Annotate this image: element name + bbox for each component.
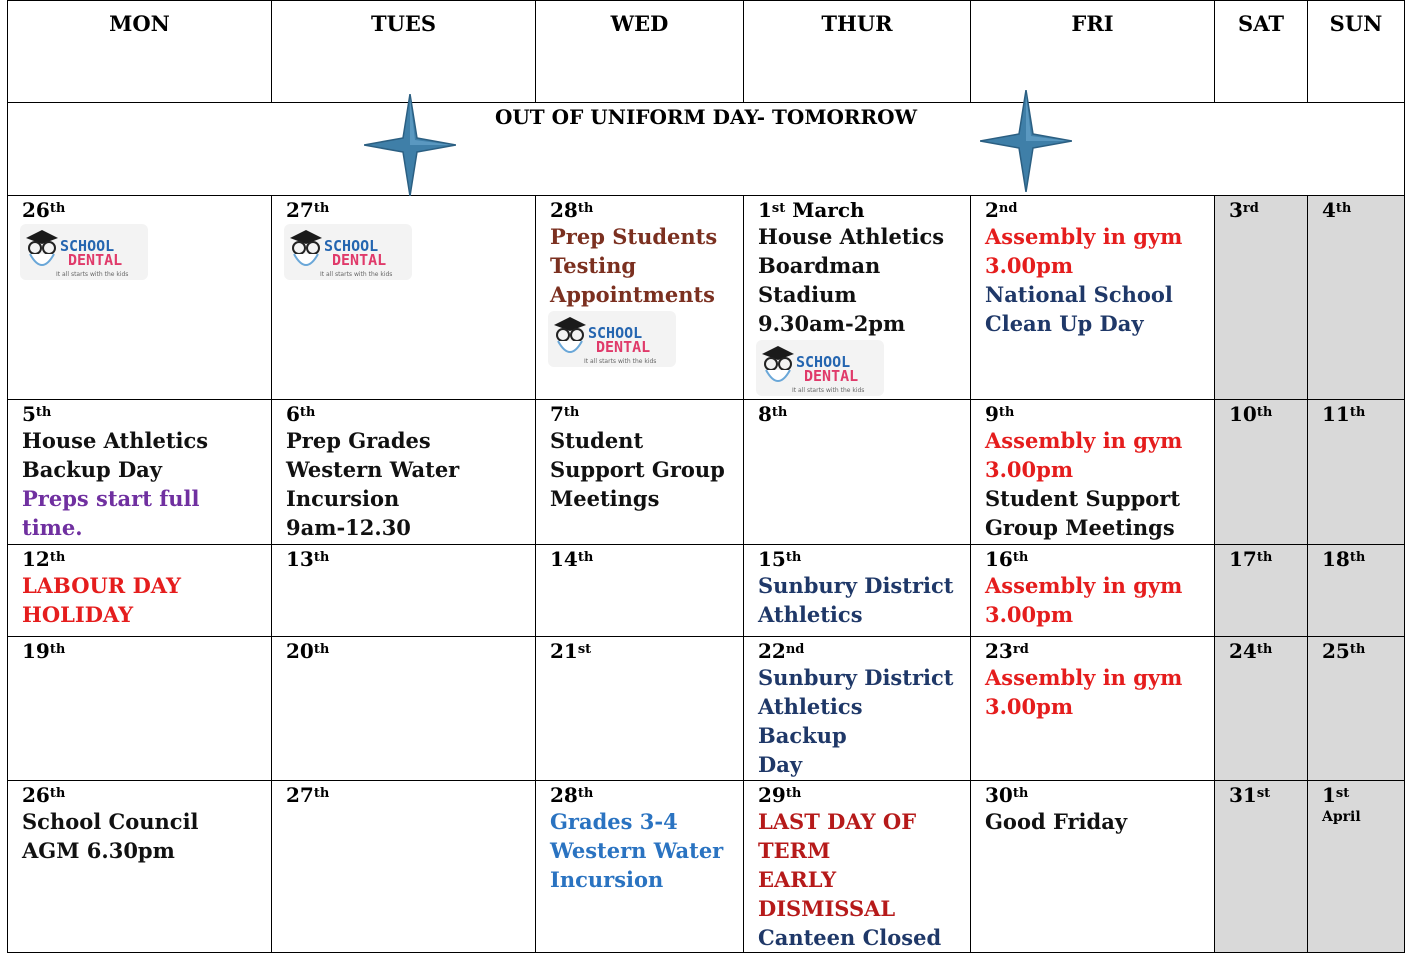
star-icon	[980, 90, 1072, 192]
day-number: 2nd	[985, 198, 1018, 222]
day-number: 27th	[286, 783, 330, 807]
day-cell-tues	[272, 637, 536, 781]
day-cell-sat	[1215, 545, 1308, 637]
header-thur: THUR	[744, 1, 971, 103]
day-cell-sun	[1308, 781, 1405, 953]
event-text: LAST DAY OF TERM EARLY DISMISSAL	[758, 809, 917, 921]
header-mon: MON	[8, 1, 272, 103]
event-text: Assembly in gym 3.00pm	[985, 573, 1183, 627]
day-number: 18th	[1322, 547, 1366, 571]
day-number: 15th	[758, 547, 802, 571]
event-text: House Athletics Boardman Stadium 9.30am-2pm	[758, 224, 945, 336]
day-number: 8th	[758, 402, 788, 426]
header-fri: FRI	[971, 1, 1215, 103]
day-cell-fri	[971, 196, 1215, 400]
event-text: Canteen Closed	[758, 925, 942, 950]
day-cell-wed	[536, 196, 744, 400]
day-number: 1st March	[758, 198, 865, 222]
day-cell-mon	[8, 196, 272, 400]
star-icon	[364, 94, 456, 196]
day-number: 23rd	[985, 639, 1029, 663]
event-text: Sunbury District Athletics Backup Day	[758, 665, 954, 777]
day-number: 27th	[286, 198, 330, 222]
event-text: Prep Students Testing Appointments	[550, 224, 718, 307]
day-number: 17th	[1229, 547, 1273, 571]
week-row	[8, 545, 1405, 637]
month-label: April	[1322, 809, 1361, 825]
day-cell-wed	[536, 637, 744, 781]
event-text: National School Clean Up Day	[985, 282, 1173, 336]
event-text: Prep Grades Western Water Incursion 9am-12.30	[286, 428, 460, 540]
day-number: 30th	[985, 783, 1029, 807]
day-cell-sat	[1215, 781, 1308, 953]
school-dental-logo	[284, 224, 412, 280]
event-text: School Council AGM 6.30pm	[22, 809, 199, 863]
week-row	[8, 637, 1405, 781]
day-number: 31st	[1229, 783, 1271, 807]
svg-text:SCHOOL: SCHOOL	[796, 353, 851, 371]
svg-text:DENTAL: DENTAL	[68, 251, 123, 269]
school-dental-logo	[20, 224, 148, 280]
week-row	[8, 400, 1405, 545]
week-row	[8, 196, 1405, 400]
day-number: 24th	[1229, 639, 1273, 663]
day-number: 21st	[550, 639, 592, 663]
event-text: Student Support Group Meetings	[985, 486, 1181, 540]
svg-text:SCHOOL: SCHOOL	[60, 237, 115, 255]
event-text: Assembly in gym 3.00pm	[985, 428, 1183, 482]
svg-text:It all starts with the kids: It all starts with the kids	[584, 358, 657, 365]
day-cell-wed	[536, 781, 744, 953]
header-wed: WED	[536, 1, 744, 103]
day-cell-mon	[8, 400, 272, 545]
event-text: Preps start full time.	[22, 486, 200, 540]
day-number: 25th	[1322, 639, 1366, 663]
day-number: 29th	[758, 783, 802, 807]
day-number: 11th	[1322, 402, 1366, 426]
day-cell-sat	[1215, 196, 1308, 400]
day-cell-sun	[1308, 545, 1405, 637]
day-cell-wed	[536, 545, 744, 637]
day-number: 26th	[22, 783, 66, 807]
svg-text:It all starts with the kids: It all starts with the kids	[792, 387, 865, 394]
day-cell-fri	[971, 545, 1215, 637]
day-cell-mon	[8, 781, 272, 953]
day-cell-sun	[1308, 637, 1405, 781]
day-number: 28th	[550, 198, 594, 222]
event-text: Grades 3-4 Western Water Incursion	[550, 809, 724, 892]
day-cell-thur	[744, 637, 971, 781]
week-row	[8, 781, 1405, 953]
banner-row	[8, 103, 1405, 196]
header-sat: SAT	[1215, 1, 1308, 103]
day-number: 5th	[22, 402, 52, 426]
day-number: 9th	[985, 402, 1015, 426]
day-cell-thur	[744, 196, 971, 400]
day-cell-thur	[744, 781, 971, 953]
svg-text:DENTAL: DENTAL	[332, 251, 387, 269]
school-dental-logo	[756, 340, 884, 396]
event-text: Good Friday	[985, 809, 1128, 834]
svg-text:DENTAL: DENTAL	[804, 367, 859, 385]
day-cell-sat	[1215, 637, 1308, 781]
header-sun: SUN	[1308, 1, 1405, 103]
event-text: Sunbury District Athletics	[758, 573, 954, 627]
day-number: 20th	[286, 639, 330, 663]
day-number: 22nd	[758, 639, 805, 663]
day-number: 14th	[550, 547, 594, 571]
day-number: 4th	[1322, 198, 1352, 222]
day-number: 6th	[286, 402, 316, 426]
day-cell-tues	[272, 781, 536, 953]
school-dental-logo	[548, 311, 676, 367]
event-text: House Athletics Backup Day	[22, 428, 209, 482]
event-text: Assembly in gym 3.00pm	[985, 665, 1183, 719]
svg-text:It all starts with the kids: It all starts with the kids	[320, 271, 393, 278]
day-number: 28th	[550, 783, 594, 807]
svg-text:SCHOOL: SCHOOL	[588, 324, 643, 342]
event-text: LABOUR DAY HOLIDAY	[22, 573, 182, 627]
event-text: Student Support Group Meetings	[550, 428, 725, 511]
svg-text:It all starts with the kids: It all starts with the kids	[56, 271, 129, 278]
svg-text:SCHOOL: SCHOOL	[324, 237, 379, 255]
day-number: 1st	[1322, 783, 1350, 807]
day-cell-tues	[272, 196, 536, 400]
day-cell-sat	[1215, 400, 1308, 545]
svg-text:DENTAL: DENTAL	[596, 338, 651, 356]
day-number: 7th	[550, 402, 580, 426]
day-cell-thur	[744, 400, 971, 545]
day-number: 16th	[985, 547, 1029, 571]
day-number: 13th	[286, 547, 330, 571]
day-number: 12th	[22, 547, 66, 571]
day-cell-sun	[1308, 196, 1405, 400]
day-cell-fri	[971, 400, 1215, 545]
day-number: 10th	[1229, 402, 1273, 426]
day-cell-wed	[536, 400, 744, 545]
day-number: 26th	[22, 198, 66, 222]
day-cell-tues	[272, 545, 536, 637]
day-cell-sun	[1308, 400, 1405, 545]
day-cell-fri	[971, 781, 1215, 953]
header-tues: TUES	[272, 1, 536, 103]
header-row	[8, 1, 1405, 103]
calendar-table	[7, 0, 1405, 953]
day-cell-thur	[744, 545, 971, 637]
event-text: Assembly in gym 3.00pm	[985, 224, 1183, 278]
day-cell-fri	[971, 637, 1215, 781]
day-number: 3rd	[1229, 198, 1259, 222]
day-cell-mon	[8, 545, 272, 637]
day-cell-tues	[272, 400, 536, 545]
day-number: 19th	[22, 639, 66, 663]
day-cell-mon	[8, 637, 272, 781]
banner-text: OUT OF UNIFORM DAY- TOMORROW	[8, 103, 1405, 196]
